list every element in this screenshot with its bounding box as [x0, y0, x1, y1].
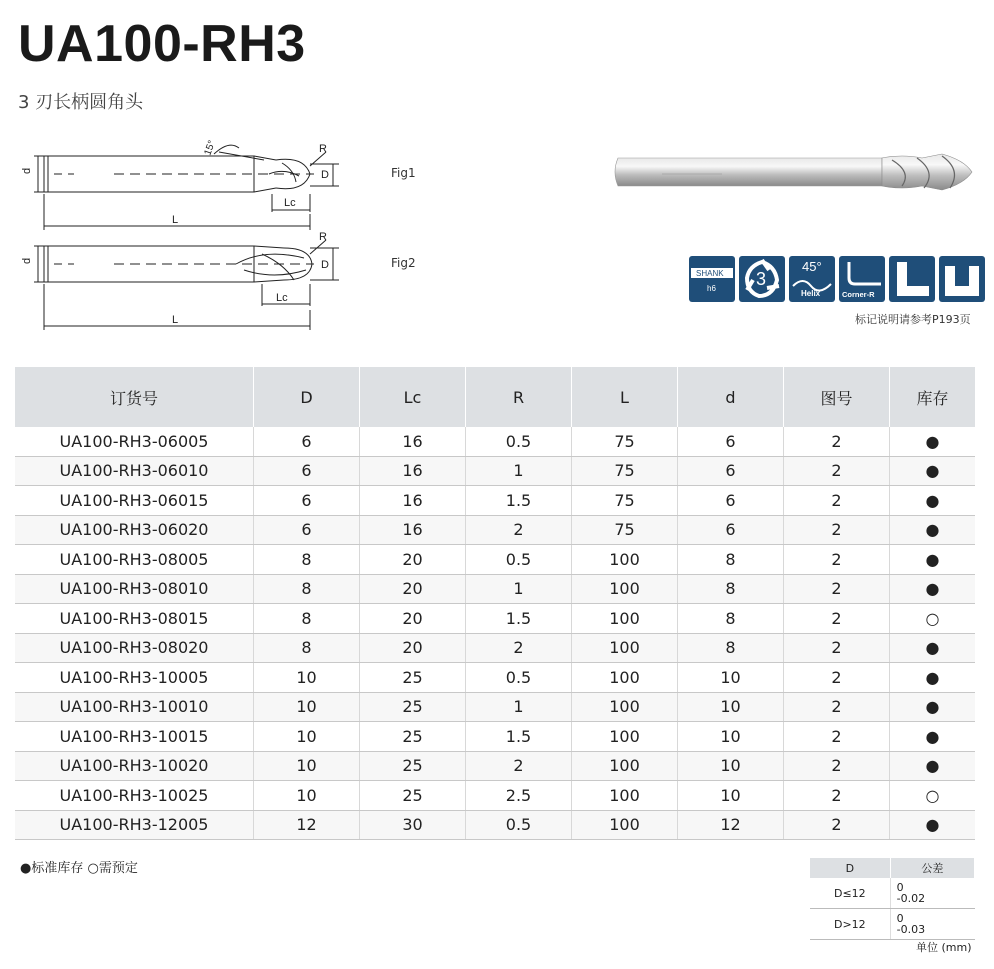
cell-order-no: UA100-RH3-06020	[15, 515, 254, 545]
cell-stock: ○	[890, 604, 976, 634]
cell-Lc: 20	[360, 545, 466, 575]
col-fig-no: 图号	[784, 367, 890, 427]
badge-reference-note: 标记说明请参考P193页	[855, 313, 971, 326]
cell-d: 10	[678, 751, 784, 781]
cell-D: 6	[254, 427, 360, 456]
table-row	[15, 574, 975, 604]
cell-stock: ●	[890, 545, 976, 575]
cell-D: 8	[254, 545, 360, 575]
cell-Lc: 30	[360, 810, 466, 840]
cell-fig-no: 2	[784, 751, 890, 781]
cell-stock: ●	[890, 663, 976, 693]
cell-stock: ●	[890, 486, 976, 516]
cell-d: 10	[678, 692, 784, 722]
cell-Lc: 20	[360, 633, 466, 663]
fig1-label: Fig1	[391, 166, 416, 180]
tolerance-row	[810, 878, 975, 909]
cell-stock: ●	[890, 722, 976, 752]
product-subtitle: 3 刃长柄圆角头	[18, 92, 144, 113]
cell-Lc: 20	[360, 604, 466, 634]
dim-Lc-fig1: Lc	[284, 197, 296, 209]
spec-header-row	[15, 367, 975, 427]
cell-Lc: 20	[360, 574, 466, 604]
cell-R: 0.5	[466, 663, 572, 693]
spec-table	[15, 367, 975, 840]
shank-h6-badge	[689, 256, 735, 302]
cell-fig-no: 2	[784, 722, 890, 752]
cell-D: 6	[254, 486, 360, 516]
dim-R-fig1: R	[319, 143, 327, 155]
table-row	[15, 456, 975, 486]
helix-angle: 45°	[802, 259, 822, 274]
cell-L: 100	[572, 663, 678, 693]
tol-col-D: D	[810, 858, 890, 878]
dim-L-fig1: L	[172, 214, 179, 226]
cell-d: 8	[678, 545, 784, 575]
col-L: L	[572, 367, 678, 427]
corner-label: Corner-R	[842, 290, 875, 299]
cell-fig-no: 2	[784, 810, 890, 840]
cell-d: 12	[678, 810, 784, 840]
cell-D: 10	[254, 751, 360, 781]
cell-R: 2.5	[466, 781, 572, 811]
cell-D: 8	[254, 604, 360, 634]
cell-Lc: 16	[360, 515, 466, 545]
table-row	[15, 604, 975, 634]
cell-order-no: UA100-RH3-08005	[15, 545, 254, 575]
cell-fig-no: 2	[784, 574, 890, 604]
col-stock: 库存	[890, 367, 976, 427]
cell-stock: ●	[890, 515, 976, 545]
col-R: R	[466, 367, 572, 427]
cell-L: 100	[572, 604, 678, 634]
cell-R: 0.5	[466, 810, 572, 840]
dim-d-fig1: d	[21, 167, 33, 174]
cell-fig-no: 2	[784, 515, 890, 545]
cell-stock: ●	[890, 692, 976, 722]
cell-D: 8	[254, 574, 360, 604]
cell-D: 6	[254, 456, 360, 486]
long-shank-icon	[889, 256, 935, 302]
cell-d: 8	[678, 574, 784, 604]
cell-fig-no: 2	[784, 427, 890, 456]
cell-D: 10	[254, 722, 360, 752]
product-title: UA100-RH3	[18, 15, 306, 73]
cell-L: 100	[572, 751, 678, 781]
table-row	[15, 692, 975, 722]
col-order-no: 订货号	[15, 367, 254, 427]
table-row	[15, 427, 975, 456]
tol-condition: D>12	[810, 909, 890, 940]
cell-R: 2	[466, 751, 572, 781]
cell-stock: ○	[890, 781, 976, 811]
tol-lower: -0.03	[896, 923, 926, 936]
cell-stock: ●	[890, 574, 976, 604]
cell-fig-no: 2	[784, 486, 890, 516]
cell-L: 100	[572, 781, 678, 811]
tol-col-tolerance: 公差	[890, 858, 974, 878]
dim-D-fig1: D	[321, 169, 329, 181]
cell-d: 10	[678, 722, 784, 752]
cell-fig-no: 2	[784, 545, 890, 575]
table-row	[15, 751, 975, 781]
stock-legend: ●标准库存 ○需预定	[20, 861, 138, 876]
cell-L: 75	[572, 515, 678, 545]
cell-order-no: UA100-RH3-12005	[15, 810, 254, 840]
unit-note: 单位 (mm)	[916, 941, 972, 954]
cell-R: 2	[466, 633, 572, 663]
cell-fig-no: 2	[784, 604, 890, 634]
cell-R: 1	[466, 692, 572, 722]
table-row	[15, 486, 975, 516]
cell-L: 100	[572, 574, 678, 604]
dim-R-fig2: R	[319, 231, 327, 243]
col-d: d	[678, 367, 784, 427]
cell-D: 10	[254, 663, 360, 693]
tolerance-table	[810, 858, 975, 940]
cell-d: 8	[678, 633, 784, 663]
cell-order-no: UA100-RH3-06015	[15, 486, 254, 516]
cell-D: 10	[254, 781, 360, 811]
cell-D: 6	[254, 515, 360, 545]
cell-d: 6	[678, 427, 784, 456]
cell-fig-no: 2	[784, 456, 890, 486]
cell-L: 75	[572, 456, 678, 486]
u-profile-icon	[939, 256, 985, 302]
table-row	[15, 810, 975, 840]
fig2-label: Fig2	[391, 256, 416, 270]
cell-d: 6	[678, 456, 784, 486]
tol-lower: -0.02	[896, 892, 926, 905]
cell-L: 100	[572, 545, 678, 575]
cell-L: 100	[572, 633, 678, 663]
cell-order-no: UA100-RH3-10020	[15, 751, 254, 781]
cell-L: 75	[572, 486, 678, 516]
cell-order-no: UA100-RH3-10025	[15, 781, 254, 811]
table-row	[15, 545, 975, 575]
dim-d-fig2: d	[21, 257, 33, 264]
col-Lc: Lc	[360, 367, 466, 427]
tol-upper: 0	[896, 881, 904, 894]
tool-dimension-drawing	[14, 130, 354, 335]
end-mill-photo	[612, 150, 974, 194]
cell-d: 6	[678, 515, 784, 545]
cell-order-no: UA100-RH3-06010	[15, 456, 254, 486]
col-D: D	[254, 367, 360, 427]
tolerance-row	[810, 909, 975, 940]
cell-stock: ●	[890, 456, 976, 486]
cell-R: 1.5	[466, 722, 572, 752]
table-row	[15, 663, 975, 693]
cell-Lc: 25	[360, 692, 466, 722]
cell-order-no: UA100-RH3-10015	[15, 722, 254, 752]
table-row	[15, 515, 975, 545]
shank-label: SHANK	[696, 269, 724, 278]
cell-fig-no: 2	[784, 692, 890, 722]
cell-R: 1.5	[466, 604, 572, 634]
cell-d: 6	[678, 486, 784, 516]
cell-order-no: UA100-RH3-08015	[15, 604, 254, 634]
feature-badges	[689, 256, 985, 302]
cell-stock: ●	[890, 633, 976, 663]
cell-R: 0.5	[466, 545, 572, 575]
cell-d: 8	[678, 604, 784, 634]
table-row	[15, 722, 975, 752]
helix-45-badge	[789, 256, 835, 302]
cell-fig-no: 2	[784, 663, 890, 693]
corner-r-badge	[839, 256, 885, 302]
cell-Lc: 16	[360, 456, 466, 486]
cell-R: 1	[466, 574, 572, 604]
flute-count: 3	[756, 269, 767, 289]
cell-R: 1	[466, 456, 572, 486]
cell-D: 10	[254, 692, 360, 722]
cell-d: 10	[678, 781, 784, 811]
cell-R: 0.5	[466, 427, 572, 456]
cell-fig-no: 2	[784, 781, 890, 811]
spec-table-body	[15, 427, 975, 840]
shank-tolerance: h6	[707, 284, 716, 293]
cell-order-no: UA100-RH3-06005	[15, 427, 254, 456]
helix-label: Helix	[801, 289, 821, 298]
cell-stock: ●	[890, 427, 976, 456]
cell-Lc: 25	[360, 722, 466, 752]
cell-stock: ●	[890, 751, 976, 781]
three-flute-badge	[739, 256, 785, 302]
cell-D: 12	[254, 810, 360, 840]
cell-order-no: UA100-RH3-10010	[15, 692, 254, 722]
cell-L: 100	[572, 692, 678, 722]
cell-Lc: 16	[360, 427, 466, 456]
dim-L-fig2: L	[172, 314, 179, 326]
cell-fig-no: 2	[784, 633, 890, 663]
cell-Lc: 25	[360, 751, 466, 781]
table-row	[15, 633, 975, 663]
cell-R: 1.5	[466, 486, 572, 516]
cell-Lc: 16	[360, 486, 466, 516]
cell-order-no: UA100-RH3-08010	[15, 574, 254, 604]
table-row	[15, 781, 975, 811]
cell-d: 10	[678, 663, 784, 693]
tol-upper: 0	[896, 912, 904, 925]
dim-angle-fig1: 15°	[202, 139, 218, 158]
dim-D-fig2: D	[321, 259, 329, 271]
cell-L: 75	[572, 427, 678, 456]
tol-condition: D≤12	[810, 878, 890, 909]
cell-stock: ●	[890, 810, 976, 840]
cell-order-no: UA100-RH3-10005	[15, 663, 254, 693]
cell-L: 100	[572, 810, 678, 840]
cell-R: 2	[466, 515, 572, 545]
cell-Lc: 25	[360, 781, 466, 811]
cell-L: 100	[572, 722, 678, 752]
dim-Lc-fig2: Lc	[276, 292, 288, 304]
cell-Lc: 25	[360, 663, 466, 693]
cell-order-no: UA100-RH3-08020	[15, 633, 254, 663]
cell-D: 8	[254, 633, 360, 663]
